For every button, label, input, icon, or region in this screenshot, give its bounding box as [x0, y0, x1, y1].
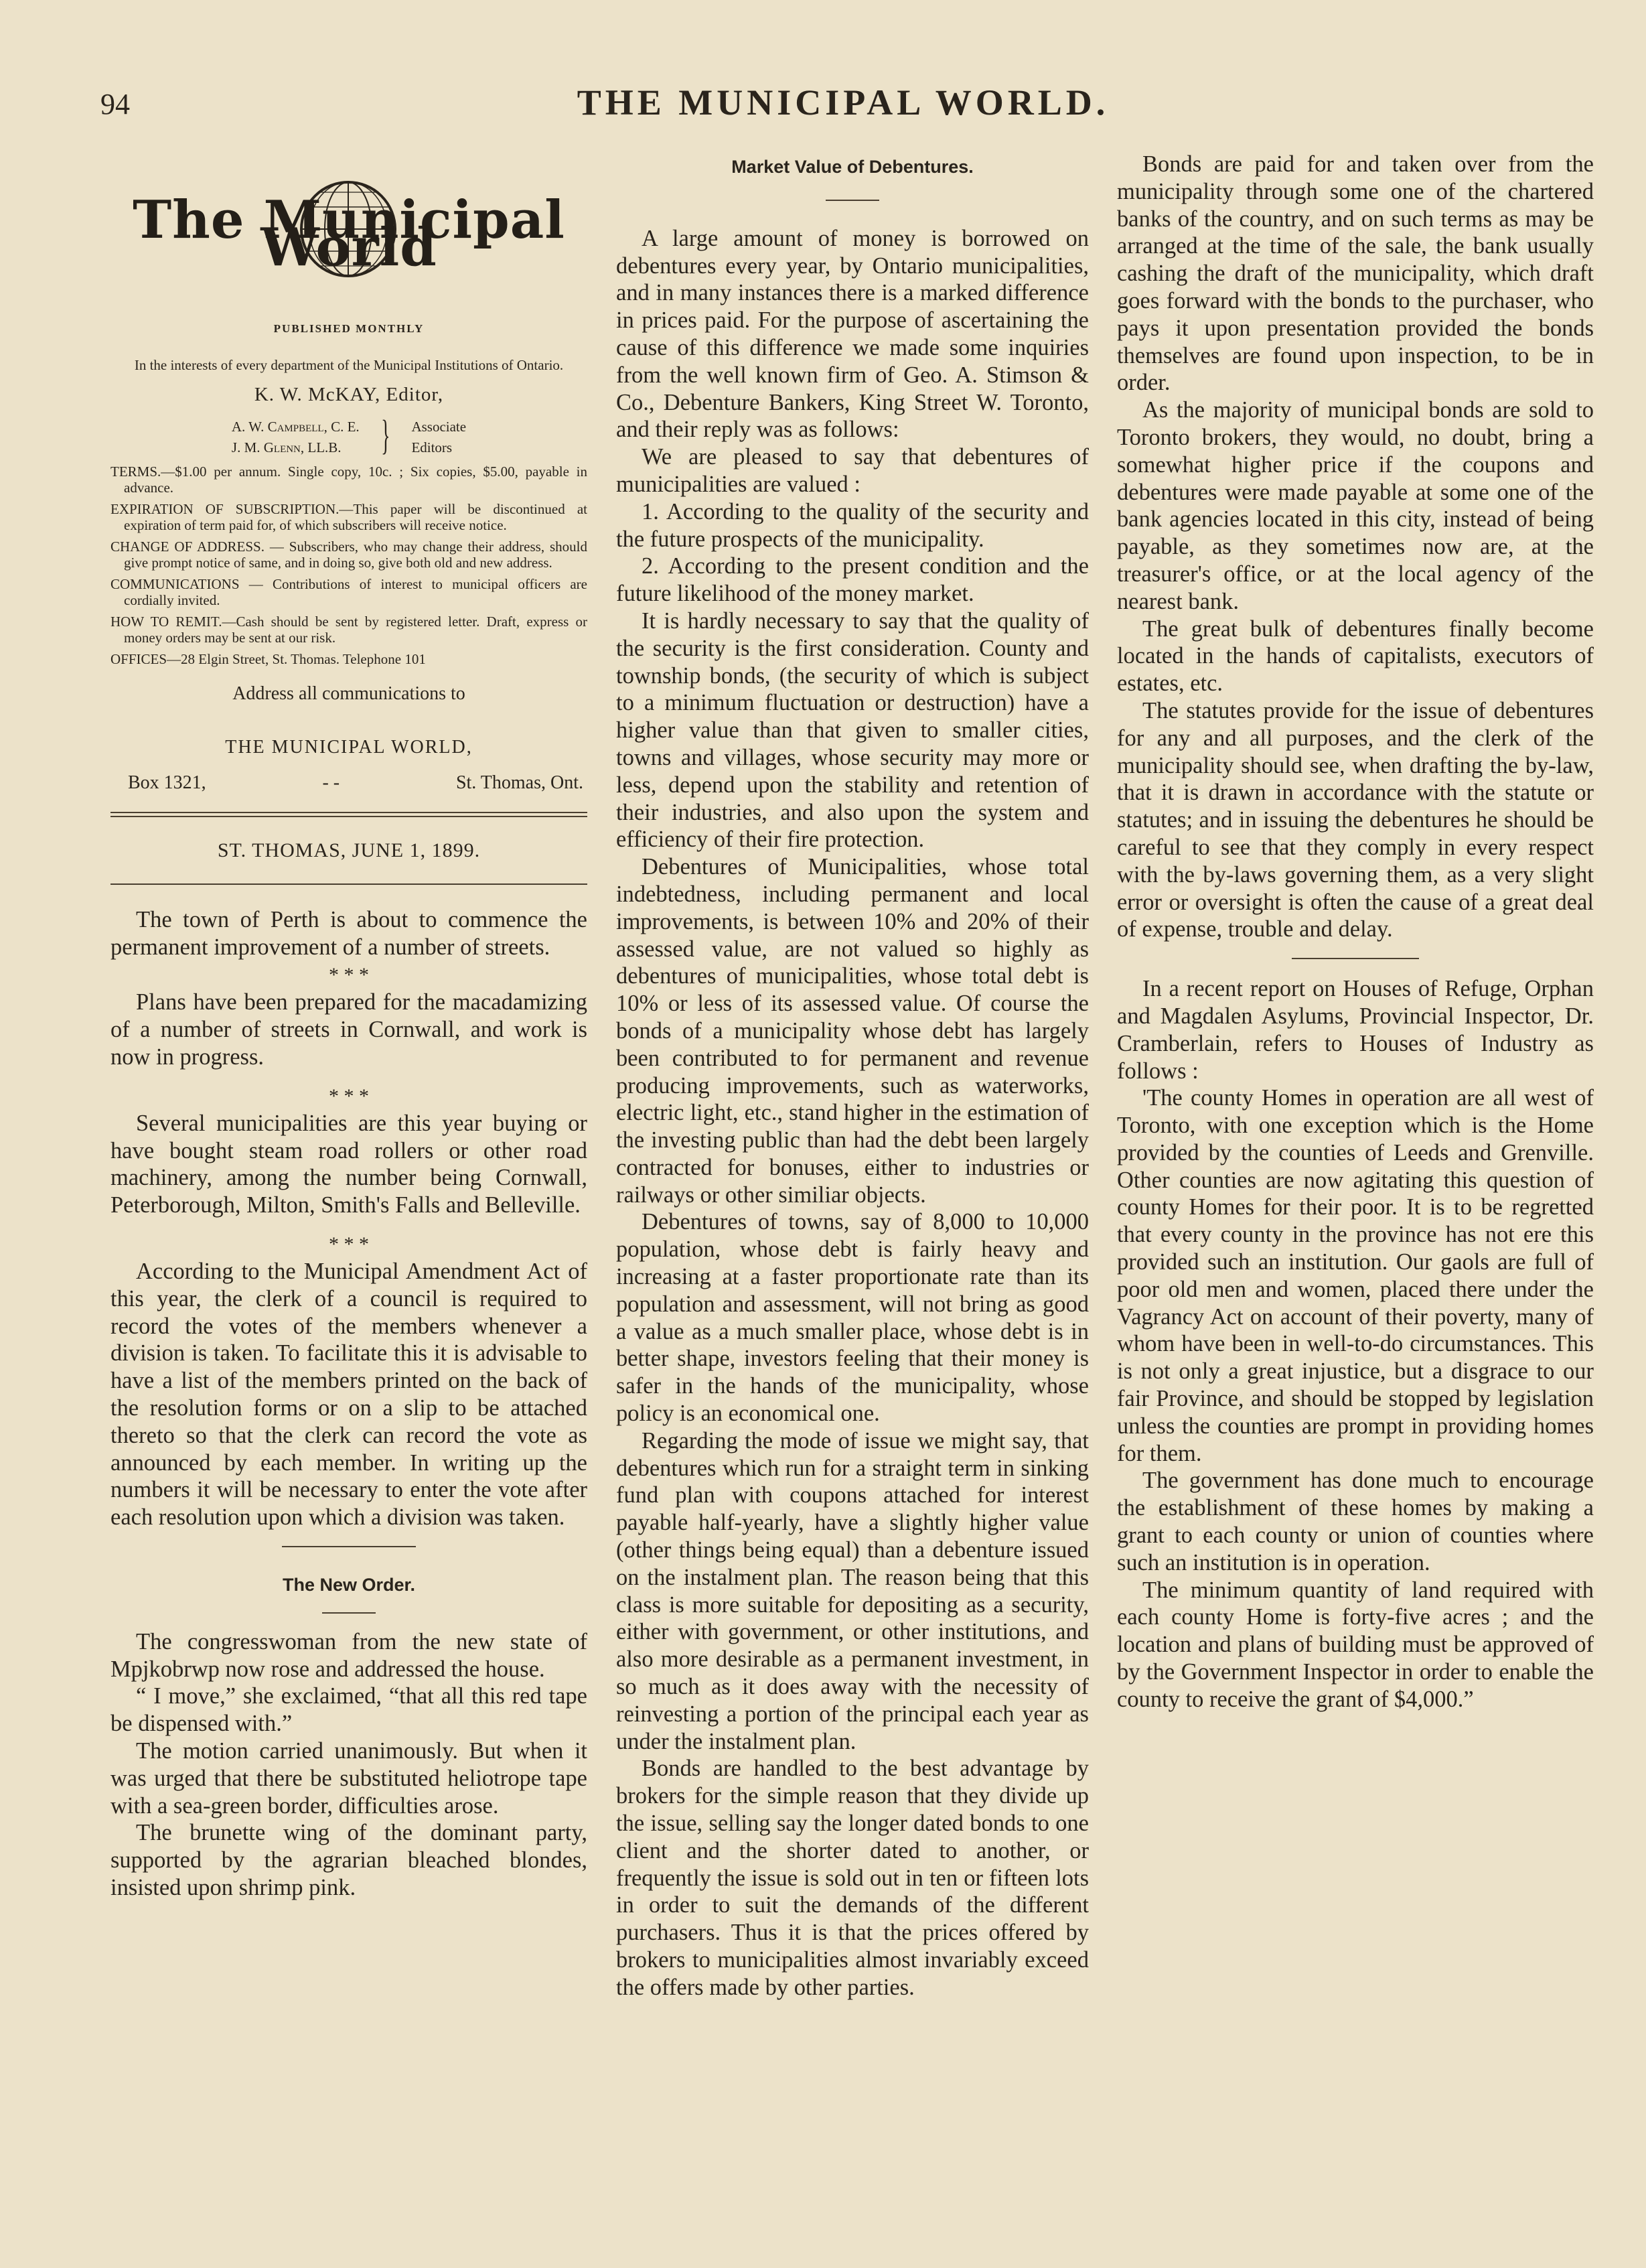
- star-separator: * * *: [329, 964, 369, 987]
- new-order-title: The New Order.: [282, 1574, 416, 1595]
- market-paragraph: It is hardly necessary to say that the quality of the security is the first consideration. County and township bonds, (the security of which is subject to a minimum fluctuation or destruction) have a higher value than that given to smaller cities, towns and villages, whose security may more or less, depend upon the stability and retention of their industries, and also upon the system and efficiency of their fire protection.: [616, 608, 1089, 853]
- market-paragraph: We are pleased to say that debentures of municipalities are valued :: [616, 444, 1089, 497]
- market-paragraph: Bonds are paid for and taken over from the municipality through some one of the chartered banks of the country, and on such terms as may be arranged at the time of the sale, the bank usually cashing the draft of the municipality, which draft goes forward with the bonds to the purchaser, who pays it upon presentation provided the bonds themselves are found upon inspection, to be in order.: [1117, 151, 1594, 396]
- note-paragraph: Several municipalities are this year buying or have bought steam road rollers or other road machinery, among the number being Cornwall, Peterborough, Milton, Smith's Falls and Belleville.: [110, 1110, 587, 1218]
- published-line: PUBLISHED MONTHLY: [273, 322, 425, 335]
- address-all-line: Address all communications to: [232, 683, 465, 704]
- expiration-text: EXPIRATION OF SUBSCRIPTION.—This paper will be discontinued at expiration of term paid for, of which subscribers will receive notice.: [110, 500, 587, 533]
- box-city: St. Thomas, Ont.: [455, 772, 583, 794]
- new-order-paragraph: The motion carried unanimously. But when it was urged that there be substituted heliotrope tape with a sea-green border, difficulties arose.: [110, 1738, 587, 1819]
- offices-text: OFFICES—28 Elgin Street, St. Thomas. Telephone 101: [110, 650, 426, 667]
- market-title: Market Value of Debentures.: [731, 157, 974, 177]
- column-middle: [616, 151, 1089, 2001]
- associate-label: Editors: [411, 439, 453, 455]
- market-paragraph: The statutes provide for the issue of debentures for any and all purposes, and the clerk of the municipality should see, when drafting the by-law, that it is drawn in accordance with the statute or statutes; and in issuing the debentures he should be careful to see that they comply in every respect with the by-laws governing them, as a very slight error or oversight is often the cause of a great deal of expense, trouble and delay.: [1117, 697, 1594, 942]
- short-rule: [282, 1546, 416, 1547]
- running-title: THE MUNICIPAL WORLD.: [577, 82, 1110, 123]
- associate-name: A. W. Campbell, C. E.: [231, 418, 360, 435]
- remit-text: HOW TO REMIT.—Cash should be sent by registered letter. Draft, express or money orders may be sent at our risk.: [110, 613, 587, 646]
- market-paragraph: As the majority of municipal bonds are sold to Toronto brokers, they would, no doubt, bring a somewhat higher price if the coupons and debentures were made payable at some one of the bank agencies located in this city, instead of being payable, as they sometimes now are, at the treasurer's office, or at the local agency of the nearest bank.: [1117, 397, 1594, 614]
- box-dashes: - -: [322, 772, 340, 794]
- box-number: Box 1321,: [128, 772, 206, 794]
- subscription-info: [110, 464, 587, 667]
- title-underline: [826, 200, 879, 201]
- associate-name: J. M. Glenn, LL.B.: [231, 439, 342, 455]
- refuge-paragraph: In a recent report on Houses of Refuge, Orphan and Magdalen Asylums, Provincial Inspector, Dr. Cramberlain, refers to Houses of Industry as follows :: [1117, 976, 1594, 1084]
- editor-line: K. W. McKAY, Editor,: [254, 383, 444, 405]
- column-left: [110, 151, 587, 1902]
- section-rule: [1292, 958, 1419, 959]
- communications-text: COMMUNICATIONS — Contributions of interest to municipal officers are cordially invited.: [110, 575, 587, 608]
- interest-line: In the interests of every department of the Municipal Institutions of Ontario.: [134, 356, 564, 373]
- new-order-paragraph: “ I move,” she exclaimed, “that all this red tape be dispensed with.”: [110, 1683, 587, 1737]
- associate-label: Associate: [411, 418, 467, 435]
- note-paragraph: According to the Municipal Amendment Act of this year, the clerk of a council is required to record the votes of the members whenever a division is taken. To facilitate this it is advisable to have a list of the members printed on the back of the resolution forms or on a slip to be attached thereto so that the clerk can record the vote as announced by each member. In writing up the numbers it will be necessary to enter the vote after each resolution upon which a division was taken.: [110, 1258, 587, 1531]
- brace-glyph: }: [380, 412, 390, 458]
- market-paragraph: A large amount of money is borrowed on debentures every year, by Ontario municipalities, and in many instances there is a marked difference in prices paid. For the purpose of ascertaining the cause of this difference we made some inquiries from the well known firm of Geo. A. Stimson & Co., Debenture Bankers, King Street W. Toronto, and their reply was as follows:: [616, 225, 1089, 443]
- note-paragraph: Plans have been prepared for the macadamizing of a number of streets in Cornwall, and work is now in progress.: [110, 989, 587, 1070]
- new-order-paragraph: The brunette wing of the dominant party, supported by the agrarian bleached blondes, insisted upon shrimp pink.: [110, 1820, 587, 1900]
- market-paragraph: Bonds are handled to the best advantage by brokers for the simple reason that they divide up the issue, selling say the longer dated bonds to one client and the shorter dated to another, or frequently the issue is sold out in ten or fifteen lots in order to suit the demands of the different purchasers. Thus it is that the prices offered by brokers to municipalities almost invariably exceed the offers made by other parties.: [616, 1756, 1089, 2000]
- market-paragraph: The great bulk of debentures finally become located in the hands of capitalists, executors of estates, etc.: [1117, 616, 1594, 697]
- box-line: [110, 770, 587, 797]
- note-paragraph: The town of Perth is about to commence the permanent improvement of a number of streets.: [110, 906, 587, 960]
- column-right: [1117, 151, 1594, 1713]
- market-paragraph: Debentures of Municipalities, whose total indebtedness, including permanent and local improvements, is between 10% and 20% of their assessed value, are not valued so highly as debentures of municipalities, whose total debt is 10% or less of its assessed value. Of course the bonds of a municipality whose debt has largely been contributed to for permanent and revenue producing improvements, such as waterworks, electric light, etc., stand higher in the estimation of the investing public than had the debt been largely contracted for bonuses, either to industries or railways or other similiar objects.: [616, 854, 1089, 1208]
- new-order-paragraph: The congresswoman from the new state of Mpjkobrwp now rose and addressed the house.: [110, 1628, 587, 1682]
- masthead-title: The Municipal World: [133, 190, 565, 278]
- title-underline: [322, 1612, 376, 1614]
- publisher-name: THE MUNICIPAL WORLD,: [225, 737, 473, 758]
- refuge-paragraph: The minimum quantity of land required with each county Home is forty-five acres ; and the location and plans of building must be approved of by the Government Inspector in order to enable the county to receive the grant of $4,000.”: [1117, 1577, 1594, 1712]
- star-separator: * * *: [329, 1232, 369, 1255]
- market-paragraph: Debentures of towns, say of 8,000 to 10,000 population, whose debt is fairly heavy and increasing at a faster proportionate rate than its population and assessment, will not bring as good a value as a much smaller place, whose debt is in better shape, investors feeling that their money is safer in the hands of the municipality, whose policy is an economical one.: [616, 1209, 1089, 1427]
- terms-text: TERMS.—$1.00 per annum. Single copy, 10c. ; Six copies, $5.00, payable in advance.: [110, 463, 587, 496]
- page-number: 94: [100, 88, 130, 121]
- market-paragraph: 2. According to the present condition and the future likelihood of the money market.: [616, 553, 1089, 607]
- refuge-paragraph: The government has done much to encourage the establishment of these homes by making a grant to each county or union of counties where such an institution is in operation.: [1117, 1468, 1594, 1575]
- market-paragraph: Regarding the mode of issue we might say, that debentures which run for a straight term in sinking fund plan with coupons attached for interest payable half-yearly, have a slightly higher value (other things being equal) than a debenture issued on the instalment plan. The reason being that this class is more suitable for depositing as a security, either with government, or other institutions, and also more desirable as a permanent investment, in so much as it does away with the necessity of reinvesting a portion of the principal each year as under the instalment plan.: [616, 1427, 1089, 1754]
- market-paragraph: 1. According to the quality of the security and the future prospects of the municipality.: [616, 498, 1089, 552]
- double-rule: [110, 812, 587, 817]
- masthead: [110, 179, 587, 293]
- change-address-text: CHANGE OF ADDRESS. — Subscribers, who may change their address, should give prompt notice of same, and in doing so, give both old and new address.: [110, 538, 587, 571]
- associate-editors: [110, 412, 587, 458]
- dateline: ST. THOMAS, JUNE 1, 1899.: [217, 839, 481, 861]
- star-separator: * * *: [329, 1084, 369, 1107]
- refuge-paragraph: 'The county Homes in operation are all west of Toronto, with one exception which is the Home provided by the counties of Leeds and Grenville. Other counties are now agitating this question of county Homes for their poor. It is to be regretted that every county in the province has not ere this provided such an institution. Our gaols are full of poor old men and women, placed there under the Vagrancy Act on account of their poverty, many of whom have been in well-to-do circumstances. This is not only a great injustice, but a disgrace to our fair Province, and should be stopped by legislation unless the counties are prompt in providing homes for them.: [1117, 1085, 1594, 1466]
